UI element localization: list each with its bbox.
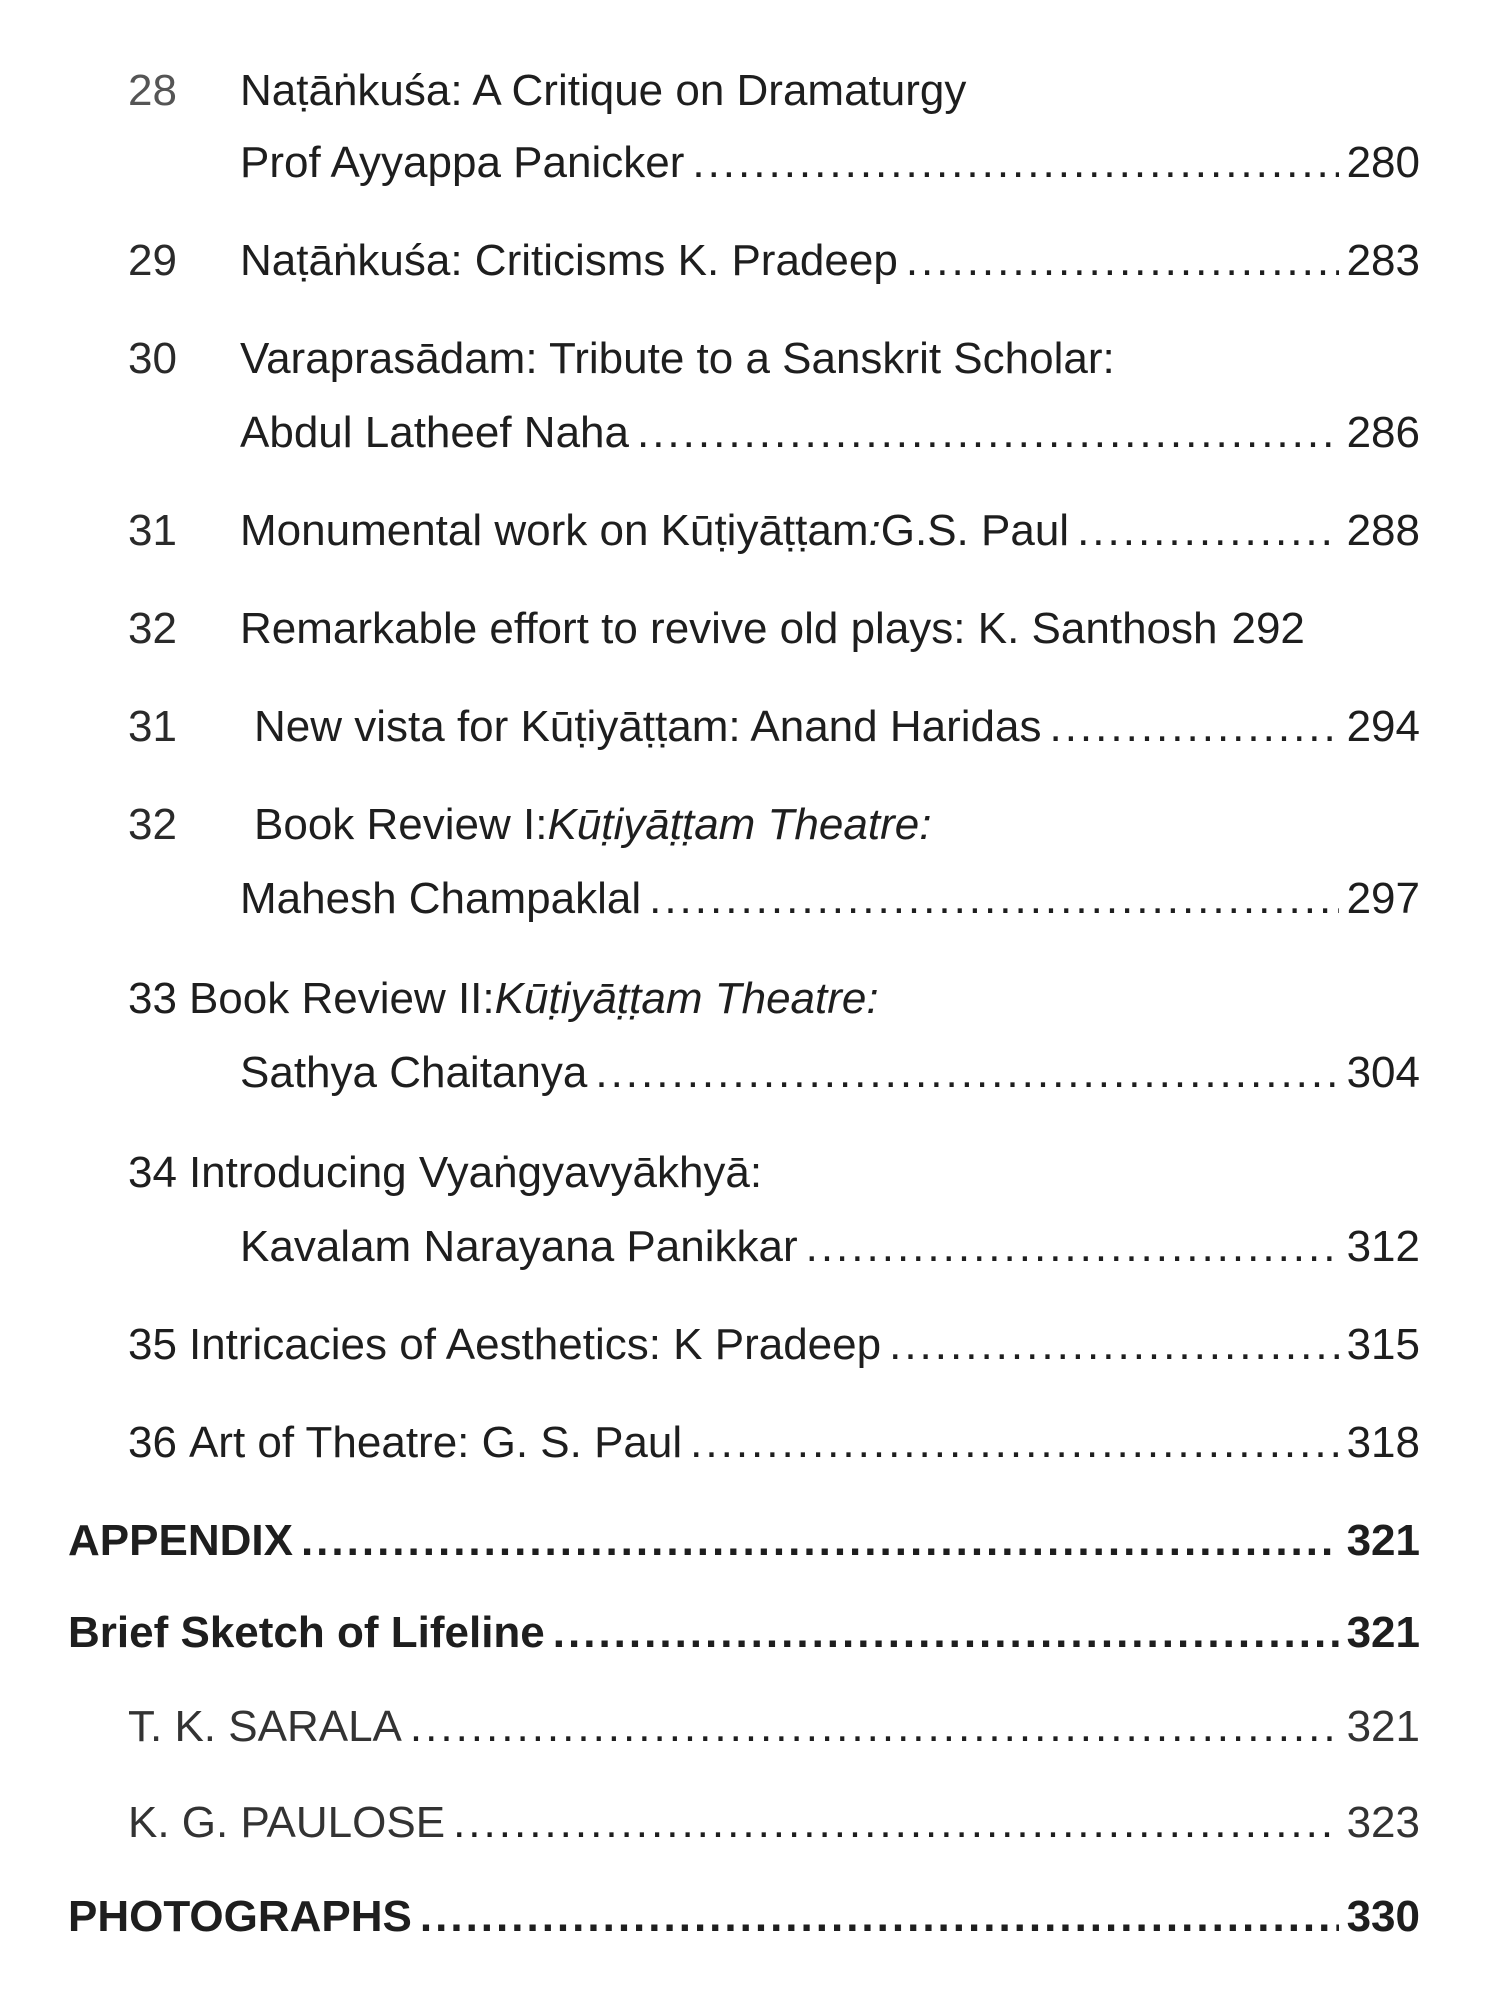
entry-author-line: Abdul Latheef Naha ..... 286 bbox=[240, 404, 1420, 462]
entry-author-line: Mahesh Champaklal ..... 297 bbox=[240, 870, 1420, 928]
page-number: 321 bbox=[1346, 1702, 1420, 1751]
page-number: 321 bbox=[1346, 1608, 1420, 1657]
entry-number: 29 bbox=[128, 236, 177, 285]
entry-title: Varaprasādam: Tribute to a Sanskrit Scholar: bbox=[240, 334, 1115, 383]
entry-author-line: Sathya Chaitanya ..... 304 bbox=[240, 1044, 1420, 1102]
entry-number: 35 bbox=[128, 1320, 177, 1369]
page-number: 286 bbox=[1346, 408, 1420, 457]
entry-title: Naṭāṅkuśa: A Critique on Dramaturgy bbox=[240, 66, 967, 115]
dot-leader bbox=[1049, 698, 1338, 756]
dot-leader bbox=[1077, 502, 1339, 560]
entry-number: 32 bbox=[128, 800, 177, 849]
dot-leader bbox=[301, 1512, 1339, 1570]
entry-number: 32 bbox=[128, 604, 177, 653]
entry-author-line: Prof Ayyappa Panicker ..... 280 bbox=[240, 134, 1420, 192]
toc-lifeline[interactable] bbox=[68, 1604, 1420, 1662]
entry-number: 31 bbox=[128, 506, 177, 555]
dot-leader bbox=[690, 1414, 1338, 1472]
section-label: Brief Sketch of Lifeline bbox=[68, 1608, 545, 1657]
entry-number: 31 bbox=[128, 702, 177, 751]
entry-title: Monumental work on Kūṭiyāṭṭam : G.S. Paul ..... 288 bbox=[240, 502, 1420, 560]
dot-leader bbox=[906, 232, 1339, 290]
section-label: K. G. PAULOSE bbox=[128, 1798, 446, 1847]
section-label: T. K. SARALA bbox=[128, 1702, 402, 1751]
dot-leader bbox=[420, 1888, 1339, 1946]
dot-leader bbox=[649, 870, 1338, 928]
dot-leader bbox=[806, 1218, 1339, 1276]
dot-leader bbox=[692, 134, 1338, 192]
toc-paulose[interactable] bbox=[128, 1794, 1420, 1852]
page-number: 297 bbox=[1346, 874, 1420, 923]
toc-photographs[interactable] bbox=[68, 1888, 1420, 1946]
section-label: PHOTOGRAPHS bbox=[68, 1892, 412, 1941]
entry-number: 28 bbox=[128, 66, 177, 115]
entry-number: 33 bbox=[128, 974, 177, 1023]
entry-author-line: Kavalam Narayana Panikkar ..... 312 bbox=[240, 1218, 1420, 1276]
section-label: APPENDIX bbox=[68, 1516, 293, 1565]
dot-leader bbox=[453, 1794, 1339, 1852]
dot-leader bbox=[889, 1316, 1338, 1374]
entry-title: Book Review I: Kūṭiyāṭṭam Theatre: bbox=[254, 800, 932, 849]
dot-leader bbox=[637, 404, 1339, 462]
entry-title: 36 Art of Theatre: G. S. Paul ..... 318 bbox=[128, 1414, 1420, 1472]
entry-title: Remarkable effort to revive old plays: K. Santhosh 292 bbox=[240, 600, 1420, 658]
page-number: 292 bbox=[1231, 604, 1305, 653]
entry-title: New vista for Kūṭiyāṭṭam: Anand Haridas ..... 294 bbox=[254, 698, 1420, 756]
page-number: 321 bbox=[1346, 1516, 1420, 1565]
page-number: 318 bbox=[1346, 1418, 1420, 1467]
page-number: 280 bbox=[1346, 138, 1420, 187]
entry-title: Naṭāṅkuśa: Criticisms K. Pradeep ..... 283 bbox=[240, 232, 1420, 290]
toc-appendix[interactable] bbox=[68, 1512, 1420, 1570]
dot-leader bbox=[553, 1604, 1339, 1662]
page-number: 315 bbox=[1346, 1320, 1420, 1369]
entry-number: 36 bbox=[128, 1418, 177, 1467]
page-number: 304 bbox=[1346, 1048, 1420, 1097]
entry-number: 30 bbox=[128, 334, 177, 383]
page-number: 312 bbox=[1346, 1222, 1420, 1271]
entry-title: 33 Book Review II: Kūṭiyāṭṭam Theatre: bbox=[128, 970, 1420, 1028]
entry-title: 34 Introducing Vyaṅgyavyākhyā: bbox=[128, 1144, 1420, 1202]
dot-leader bbox=[595, 1044, 1338, 1102]
page-number: 330 bbox=[1346, 1892, 1420, 1941]
page-number: 283 bbox=[1346, 236, 1420, 285]
page-number: 288 bbox=[1346, 506, 1420, 555]
toc-sarala[interactable] bbox=[128, 1698, 1420, 1756]
dot-leader bbox=[410, 1698, 1339, 1756]
page-number: 323 bbox=[1346, 1798, 1420, 1847]
entry-number: 34 bbox=[128, 1148, 177, 1197]
page-number: 294 bbox=[1346, 702, 1420, 751]
entry-title: 35 Intricacies of Aesthetics: K Pradeep ..... 315 bbox=[128, 1316, 1420, 1374]
